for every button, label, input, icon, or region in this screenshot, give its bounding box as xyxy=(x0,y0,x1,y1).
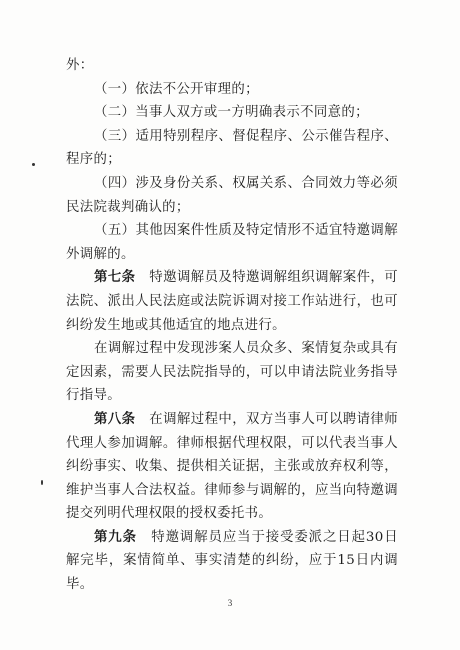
text-line xyxy=(66,549,398,573)
text-line xyxy=(66,148,398,172)
text-line xyxy=(66,243,398,267)
scan-speck xyxy=(32,163,35,166)
text-line xyxy=(66,455,398,479)
article-paragraph-line xyxy=(66,408,398,432)
line-text: 行指导。 xyxy=(66,388,121,404)
scan-speck xyxy=(41,480,43,485)
line-text: 代理人参加调解。律师根据代理权限，可以代表当事人 xyxy=(66,435,398,451)
article-heading: 第九条 xyxy=(94,529,137,545)
line-text: 定因素，需要人民法院指导的，可以申请法院业务指导 xyxy=(66,364,398,380)
article-paragraph-line xyxy=(66,266,398,290)
line-text: 特邀调解员应当于接受委派之日起30日 xyxy=(150,529,398,545)
line-text: 解完毕，案情简单、事实清楚的纠纷，应于15日内调 xyxy=(66,553,398,569)
text-line xyxy=(66,432,398,456)
line-text: 纠纷事实、收集、提供相关证据，主张或放弃权利等， xyxy=(66,459,398,475)
text-line xyxy=(66,101,398,125)
text-line xyxy=(66,573,398,597)
text-line xyxy=(66,502,398,526)
line-text: 提交列明代理权限的授权委托书。 xyxy=(66,506,273,522)
line-text: （四）涉及身份关系、权属关系、合同效力等必须 xyxy=(94,175,398,191)
text-line xyxy=(66,290,398,314)
document-body xyxy=(66,54,398,597)
article-heading: 第八条 xyxy=(94,411,136,427)
text-line xyxy=(66,479,398,503)
line-text: 民法院裁判确认的； xyxy=(66,199,190,215)
text-line xyxy=(66,384,398,408)
line-text: 外： xyxy=(66,58,94,73)
line-text: 外调解的。 xyxy=(66,246,135,262)
line-text: （二）当事人双方或一方明确表示不同意的； xyxy=(94,105,369,121)
line-text: 维护当事人合法权益。律师参与调解的，应当向特邀调 xyxy=(66,482,398,498)
text-line xyxy=(66,172,398,196)
text-line xyxy=(66,361,398,385)
text-line xyxy=(66,337,398,361)
article-heading: 第七条 xyxy=(94,270,136,286)
line-text: 在调解过程中发现涉案人员众多、案情复杂或具有 xyxy=(94,341,398,357)
line-text: （三）适用特别程序、督促程序、公示催告程序、 xyxy=(94,128,398,144)
line-text: 特邀调解员及特邀调解组织调解案件，可 xyxy=(149,270,398,286)
line-text: （一）依法不公开审理的； xyxy=(94,81,259,97)
page-number: 3 xyxy=(227,598,233,608)
line-text: 法院、派出人民法庭或法院诉调对接工作站进行，也可 xyxy=(66,293,398,309)
text-line xyxy=(66,219,398,243)
article-paragraph-line xyxy=(66,526,398,550)
line-text: 在调解过程中，双方当事人可以聘请律师 xyxy=(149,411,398,427)
text-line xyxy=(66,314,398,338)
line-text: 纠纷发生地或其他适宜的地点进行。 xyxy=(66,317,286,333)
text-line xyxy=(66,78,398,102)
text-line xyxy=(66,196,398,220)
line-text: （五）其他因案件性质及特定情形不适宜特邀调解 xyxy=(94,223,398,239)
line-text: 毕。 xyxy=(66,577,94,593)
line-text: 程序的； xyxy=(66,152,121,168)
text-line xyxy=(66,125,398,149)
text-line xyxy=(66,54,398,78)
